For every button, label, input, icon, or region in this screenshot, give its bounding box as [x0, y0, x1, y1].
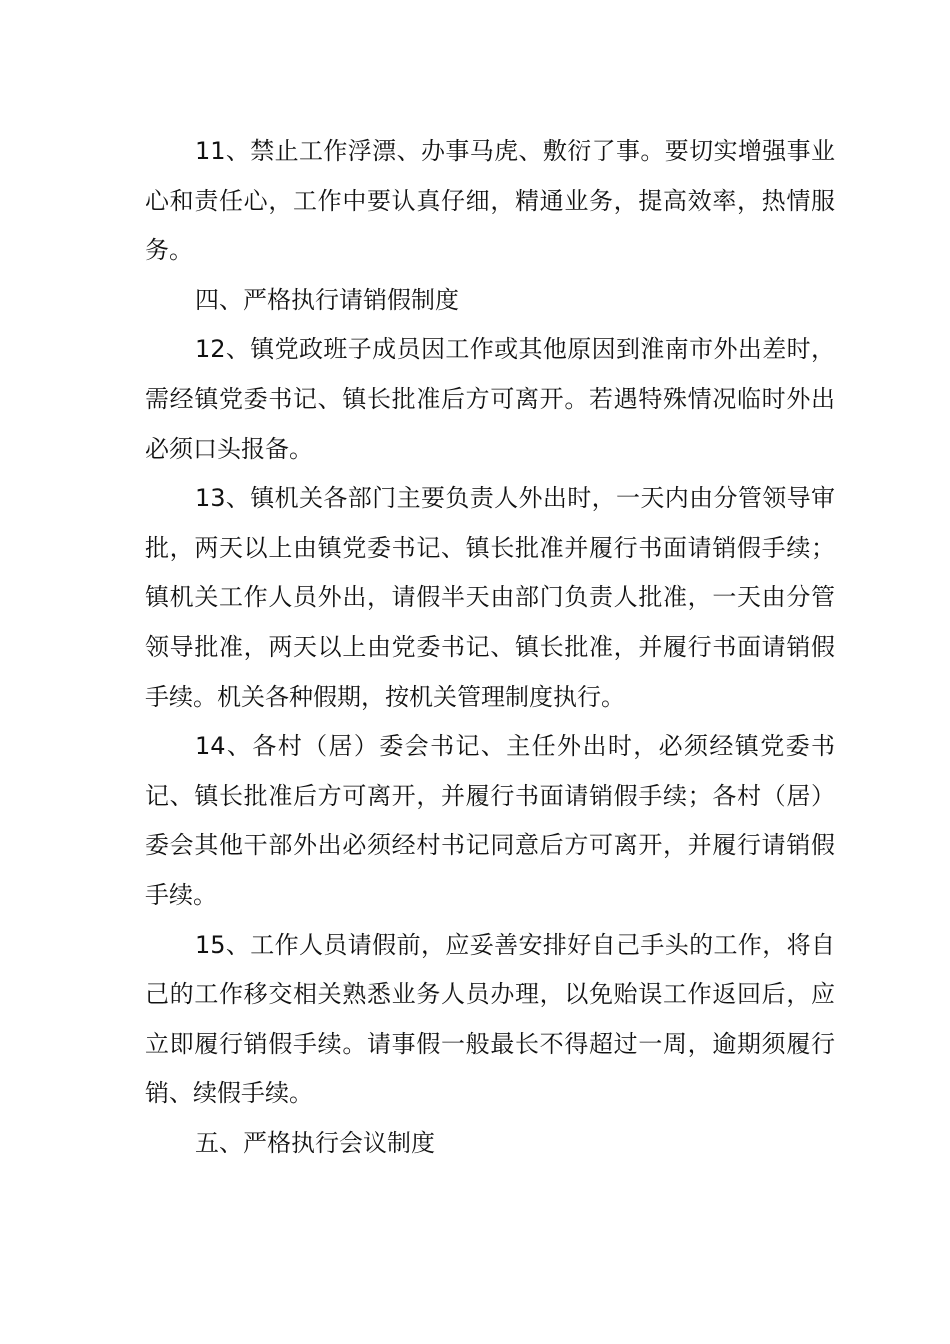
paragraph-rule-15: 15、工作人员请假前，应妥善安排好自己手头的工作，将自己的工作移交相关熟悉业务人员办理，以免贻误工作返回后，应立即履行销假手续。请事假一般最长不得超过一周，逾期须履行销、续假手续。: [145, 930, 835, 1108]
document-body: [145, 127, 835, 1168]
paragraph-rule-11: 11、禁止工作浮漂、办事马虎、敷衍了事。要切实增强事业心和责任心，工作中要认真仔细，精通业务，提高效率，热情服务。: [145, 137, 835, 265]
paragraph-rule-14: 14、各村（居）委会书记、主任外出时，必须经镇党委书记、镇长批准后方可离开，并履行书面请销假手续；各村（居）委会其他干部外出必须经村书记同意后方可离开，并履行请销假手续。: [145, 732, 835, 909]
paragraph-rule-13: 13、镇机关各部门主要负责人外出时，一天内由分管领导审批，两天以上由镇党委书记、镇长批准并履行书面请销假手续；镇机关工作人员外出，请假半天由部门负责人批准，一天由分管领导批准，两天以上由党委书记、镇长批准，并履行书面请销假手续。机关各种假期，按机关管理制度执行。: [145, 484, 835, 711]
paragraph-rule-12: 12、镇党政班子成员因工作或其他原因到淮南市外出差时，需经镇党委书记、镇长批准后方可离开。若遇特殊情况临时外出必须口头报备。: [145, 335, 835, 463]
section-heading-meeting-system: 五、严格执行会议制度: [195, 1128, 435, 1157]
section-heading-leave-system: 四、严格执行请销假制度: [195, 285, 459, 314]
